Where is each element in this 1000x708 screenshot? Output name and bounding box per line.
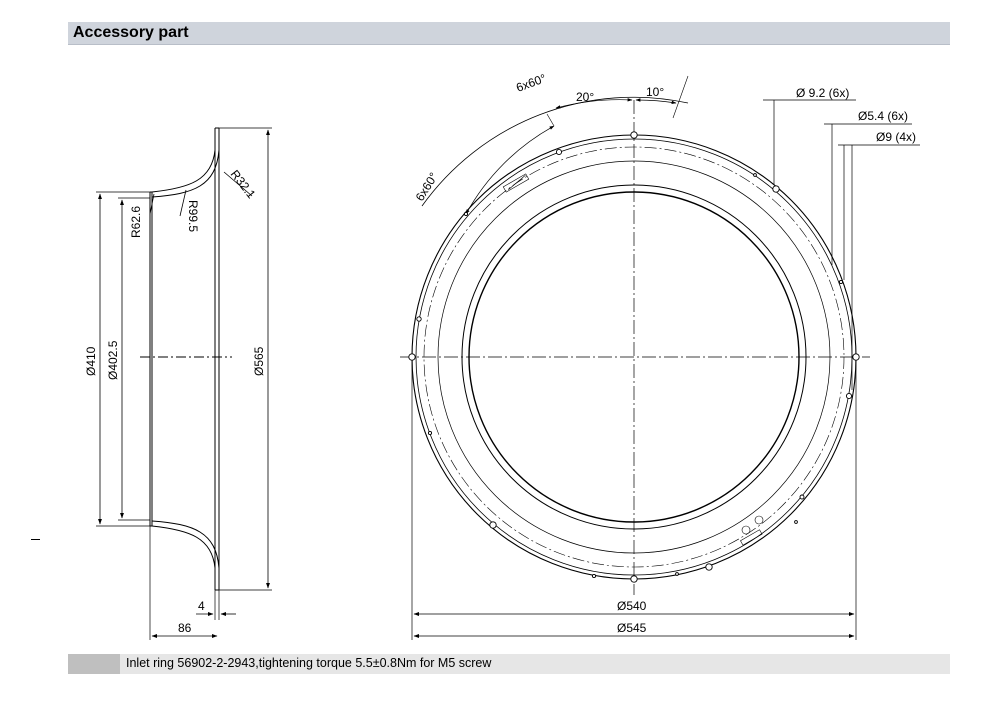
section-title: Accessory part xyxy=(73,24,189,41)
angle-label-6x60-top: 6x60° xyxy=(514,71,548,95)
hole-label-9-2: Ø 9.2 (6x) xyxy=(796,86,850,100)
footer-bar xyxy=(68,654,950,674)
bellmouth-top-outer xyxy=(152,150,215,192)
radius-label-r32: R32.1 xyxy=(227,167,259,202)
diameter-label-402: Ø402.5 xyxy=(106,340,120,380)
hole-label-9: Ø9 (4x) xyxy=(876,130,917,144)
mounting-hole xyxy=(556,149,561,154)
length-label-86: 86 xyxy=(178,621,192,635)
engraved-markings xyxy=(503,174,763,545)
angle-arc-outer xyxy=(422,97,688,206)
footer-note: Inlet ring 56902-2-2943,tightening torque 5.5±0.8Nm for M5 screw xyxy=(126,656,492,670)
mounting-hole xyxy=(846,393,851,398)
diameter-label-565: Ø565 xyxy=(252,346,266,376)
mounting-hole xyxy=(706,564,712,570)
diameter-label-410: Ø410 xyxy=(84,346,98,376)
mounting-hole xyxy=(417,317,421,321)
length-label-4: 4 xyxy=(198,599,205,613)
mounting-hole xyxy=(490,522,496,528)
angle-label-6x60-left: 6x60° xyxy=(412,170,441,204)
bellmouth-top-inner xyxy=(152,150,219,197)
radius-label-r99: R99.5 xyxy=(186,200,200,233)
diameter-label-545: Ø545 xyxy=(617,621,647,635)
bellmouth-bottom-inner xyxy=(152,521,219,568)
mounting-hole xyxy=(631,132,637,138)
mounting-hole xyxy=(631,576,637,582)
bellmouth-bottom-outer xyxy=(152,526,215,568)
side-view xyxy=(96,128,272,640)
front-view xyxy=(400,76,920,640)
mounting-hole xyxy=(800,495,804,499)
angle-label-20: 20° xyxy=(576,90,595,104)
footer-swatch xyxy=(68,654,120,674)
radius-label-r62: R62.6 xyxy=(129,205,143,238)
diameter-label-540: Ø540 xyxy=(617,599,647,613)
mounting-hole xyxy=(409,354,415,360)
angle-label-10: 10° xyxy=(646,85,665,99)
hole-label-5-4: Ø5.4 (6x) xyxy=(858,109,909,123)
mounting-hole xyxy=(853,354,859,360)
mounting-hole xyxy=(773,186,779,192)
